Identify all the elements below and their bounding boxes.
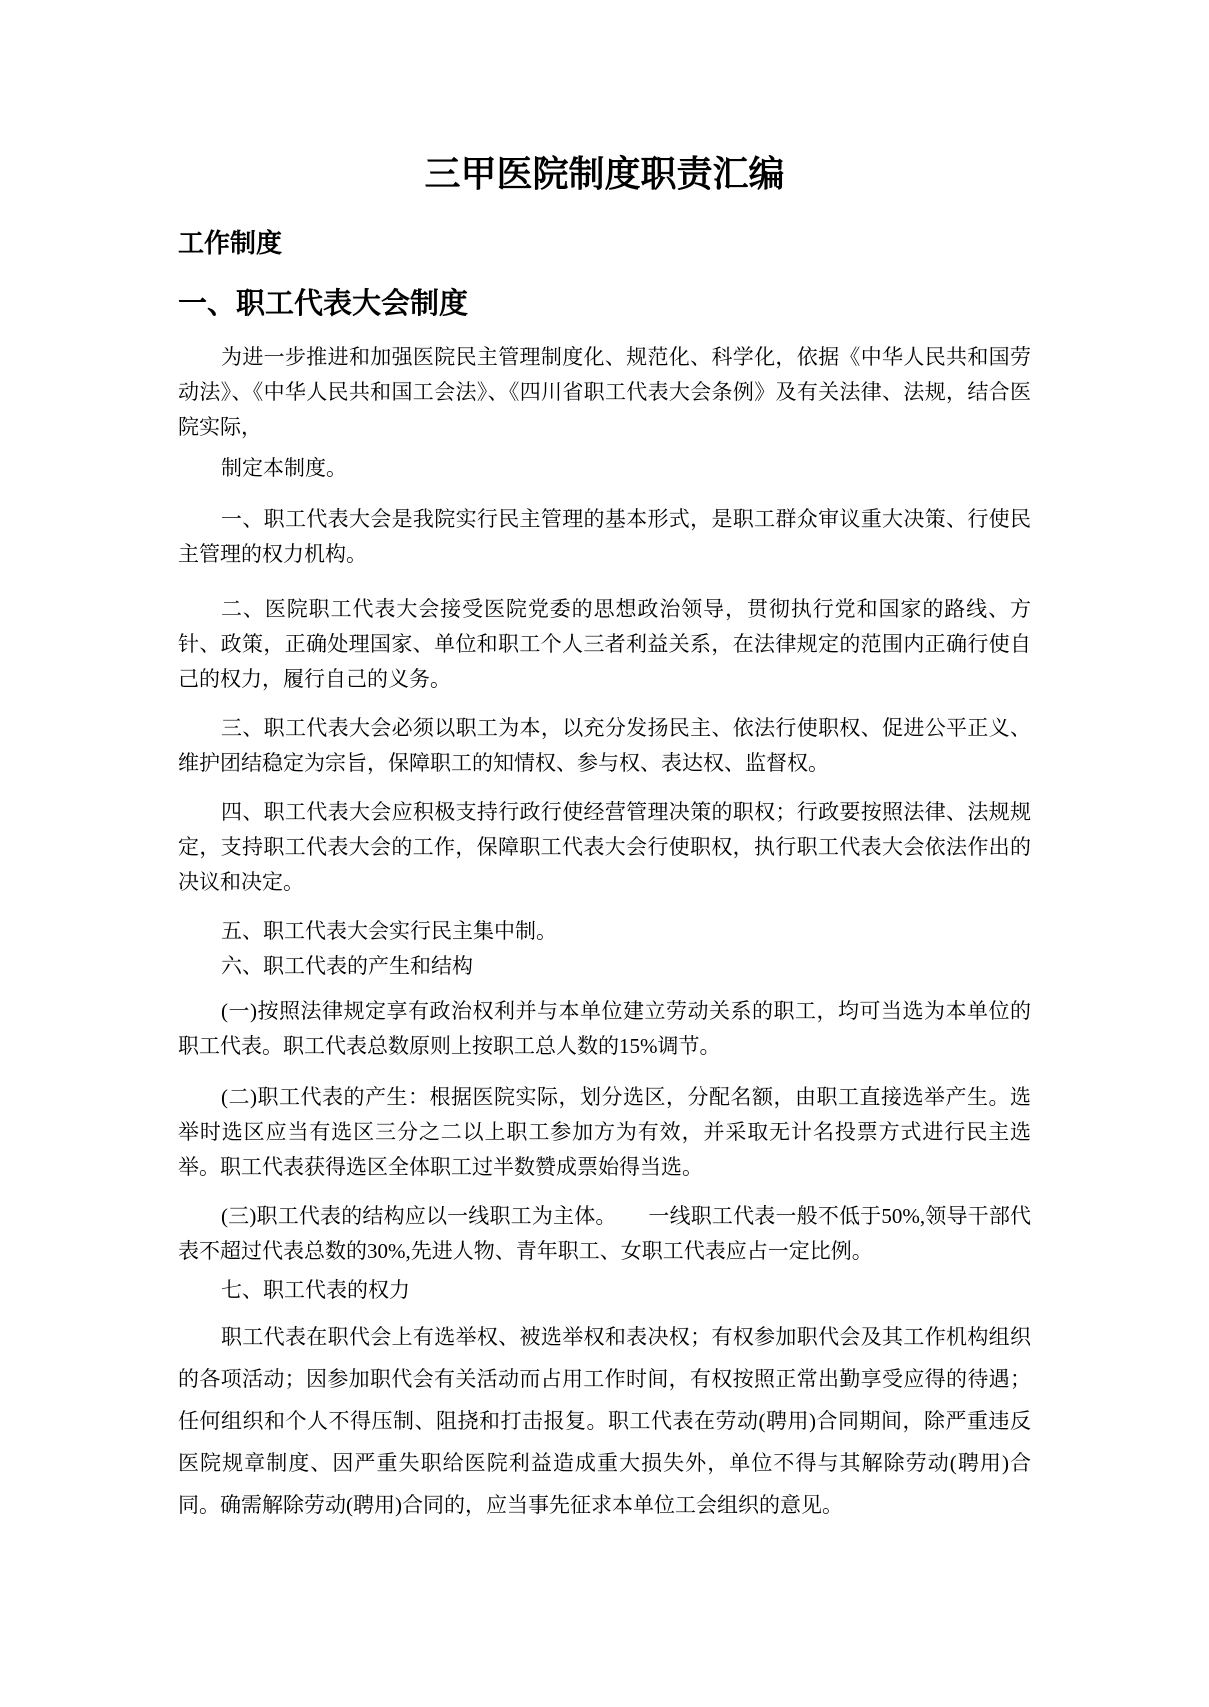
paragraph-item-2: 二、医院职工代表大会接受医院党委的思想政治领导，贯彻执行党和国家的路线、方针、政策，正确处理国家、单位和职工个人三者利益关系，在法律规定的范围内正确行使自己的权力，履行自己的义务。	[178, 597, 1031, 691]
paragraph-enactment: 制定本制度。	[221, 456, 347, 480]
paragraph-item-6: 六、职工代表的产生和结构	[221, 954, 473, 978]
chapter-heading-staff-congress: 一、职工代表大会制度	[178, 288, 469, 320]
document-title: 三甲医院制度职责汇编	[424, 153, 785, 194]
paragraph-item-1: 一、职工代表大会是我院实行民主管理的基本形式，是职工群众审议重大决策、行使民主管理的权力机构。	[178, 507, 1031, 566]
paragraph-item-7-body: 职工代表在职代会上有选举权、被选举权和表决权；有权参加职代会及其工作机构组织的各项活动；因参加职代会有关活动而占用工作时间，有权按照正常出勤享受应得的待遇；任何组织和个人不得压制、阻挠和打击报复。职工代表在劳动(聘用)合同期间，除严重违反医院规章制度、因严重失职给医院利益造成重大损失外，单位不得与其解除劳动(聘用)合同。确需解除劳动(聘用)合同的，应当事先征求本单位工会组织的意见。	[178, 1325, 1031, 1517]
paragraph-item-3: 三、职工代表大会必须以职工为本，以充分发扬民主、依法行使职权、促进公平正义、维护团结稳定为宗旨，保障职工的知情权、参与权、表达权、监督权。	[178, 716, 1031, 775]
paragraph-intro: 为进一步推进和加强医院民主管理制度化、规范化、科学化，依据《中华人民共和国劳动法》、《中华人民共和国工会法》、《四川省职工代表大会条例》及有关法律、法规，结合医院实际，	[178, 345, 1031, 439]
paragraph-item-6-sub-2: (二)职工代表的产生：根据医院实际，划分选区，分配名额，由职工直接选举产生。选举时选区应当有选区三分之二以上职工参加方为有效，并采取无计名投票方式进行民主选举。职工代表获得选区全体职工过半数赞成票始得当选。	[178, 1085, 1031, 1179]
paragraph-item-4: 四、职工代表大会应积极支持行政行使经营管理决策的职权；行政要按照法律、法规规定，支持职工代表大会的工作，保障职工代表大会行使职权，执行职工代表大会依法作出的决议和决定。	[178, 800, 1031, 894]
paragraph-item-6-sub-1: (一)按照法律规定享有政治权利并与本单位建立劳动关系的职工，均可当选为本单位的职工代表。职工代表总数原则上按职工总人数的15%调节。	[178, 999, 1031, 1058]
section-heading-work-rules: 工作制度	[178, 228, 283, 258]
paragraph-item-5: 五、职工代表大会实行民主集中制。	[221, 919, 557, 943]
paragraph-item-7: 七、职工代表的权力	[221, 1278, 410, 1302]
paragraph-item-6-sub-3: (三)职工代表的结构应以一线职工为主体。 一线职工代表一般不低于50%,领导干部代表不超过代表总数的30%,先进人物、青年职工、女职工代表应占一定比例。	[178, 1204, 1031, 1263]
